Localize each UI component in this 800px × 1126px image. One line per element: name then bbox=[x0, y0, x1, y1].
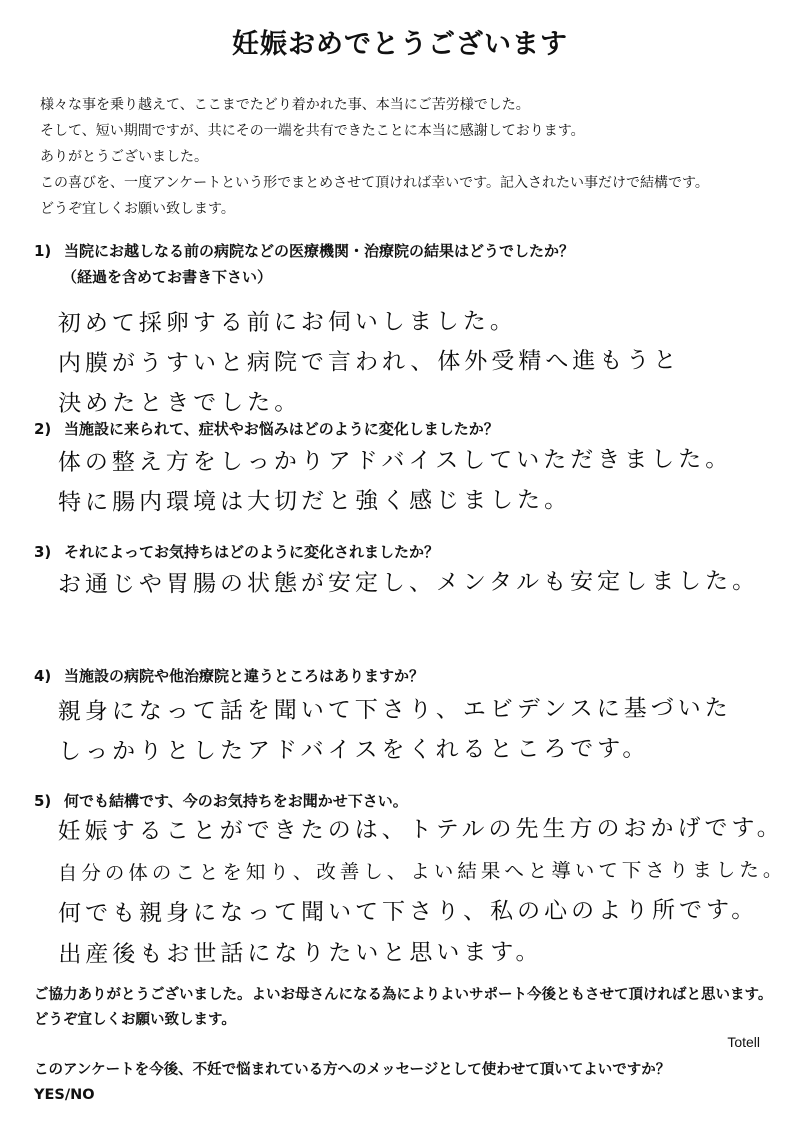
question-text: 当施設の病院や他治療院と違うところはありますか？ bbox=[64, 667, 425, 685]
question-number: 1) bbox=[34, 242, 52, 260]
intro-line: ありがとうございました。 bbox=[40, 149, 208, 165]
closing-message: ご協力ありがとうございました。よいお母さんになる為によりよいサポート今後ともさせて頂ければと思います。どうぞ宜しくお願い致します。 bbox=[34, 987, 773, 1028]
question-number: 5) bbox=[34, 792, 52, 810]
question-2 bbox=[34, 418, 774, 440]
intro-line: どうぞ宜しくお願い致します。 bbox=[40, 201, 235, 217]
question-text: 何でも結構です、今のお気持ちをお聞かせ下さい。 bbox=[64, 792, 408, 810]
answer-3 bbox=[58, 561, 788, 605]
handwritten-answer-line: 特に腸内環境は大切だと強く感じました。 bbox=[58, 487, 572, 516]
question-text: 当院にお越しなる前の病院などの医療機関・治療院の結果はどうでしたか？ bbox=[64, 242, 575, 260]
question-number: 4) bbox=[34, 667, 52, 685]
question-text: それによってお気持ちはどのように変化されましたか？ bbox=[64, 543, 440, 561]
consent-options: YES/NO bbox=[34, 1087, 95, 1103]
handwritten-answer-line: 初めて採卵する前にお伺いしました。 bbox=[57, 308, 517, 337]
handwritten-answer-line: 出産後もお世話になりたいと思います。 bbox=[58, 939, 543, 968]
question-1-note: （経過を含めてお書き下さい） bbox=[62, 268, 273, 286]
handwritten-answer-line: 親身になって話を聞いて下さり、エビデンスに基づいた bbox=[57, 695, 732, 725]
intro-line: この喜びを、一度アンケートという形でまとめさせて頂ければ幸いです。記入されたい事だけで結構です。 bbox=[40, 175, 709, 191]
handwritten-answer-line: 体の整え方をしっかりアドバイスしていただきました。 bbox=[57, 446, 733, 476]
intro-line: そして、短い期間ですが、共にその一端を共有できたことに本当に感謝しております。 bbox=[40, 123, 585, 139]
handwritten-answer-line: お通じや胃腸の状態が安定し、メンタルも安定しました。 bbox=[57, 568, 760, 598]
answer-1 bbox=[58, 300, 789, 424]
handwritten-answer-line: しっかりとしたアドバイスをくれるところです。 bbox=[58, 735, 650, 765]
answer-5 bbox=[58, 808, 789, 976]
question-text: 当施設に来られて、症状やお悩みはどのように変化しましたか？ bbox=[64, 420, 499, 438]
question-1 bbox=[34, 240, 774, 262]
question-number: 3) bbox=[34, 543, 52, 561]
answer-4 bbox=[58, 688, 788, 772]
consent-section bbox=[34, 1058, 784, 1108]
intro-line: 様々な事を乗り越えて、ここまでたどり着かれた事、本当にご苦労様でした。 bbox=[40, 97, 530, 113]
answer-2 bbox=[58, 439, 788, 523]
handwritten-answer-line: 内膜がうすいと病院で言われ、体外受精へ進もうと bbox=[57, 347, 681, 377]
signature: Totell bbox=[727, 1034, 760, 1050]
question-4 bbox=[34, 665, 774, 687]
question-number: 2) bbox=[34, 420, 52, 438]
question-3 bbox=[34, 541, 774, 563]
page-title: 妊娠おめでとうございます bbox=[232, 29, 568, 60]
handwritten-answer-line: 妊娠することができたのは、トテルの先生方のおかげです。 bbox=[57, 815, 784, 845]
handwritten-answer-line: 決めたときでした。 bbox=[58, 389, 302, 417]
handwritten-answer-line: 自分の体のことを知り、改善し、よい結果へと導いて下さりました。 bbox=[57, 858, 787, 885]
handwritten-answer-line: 何でも親身になって聞いて下さり、私の心のより所です。 bbox=[58, 897, 759, 927]
intro-text bbox=[40, 92, 780, 222]
consent-question: このアンケートを今後、不妊で悩まれている方へのメッセージとして使わせて頂いてよいですか？ bbox=[34, 1062, 671, 1078]
